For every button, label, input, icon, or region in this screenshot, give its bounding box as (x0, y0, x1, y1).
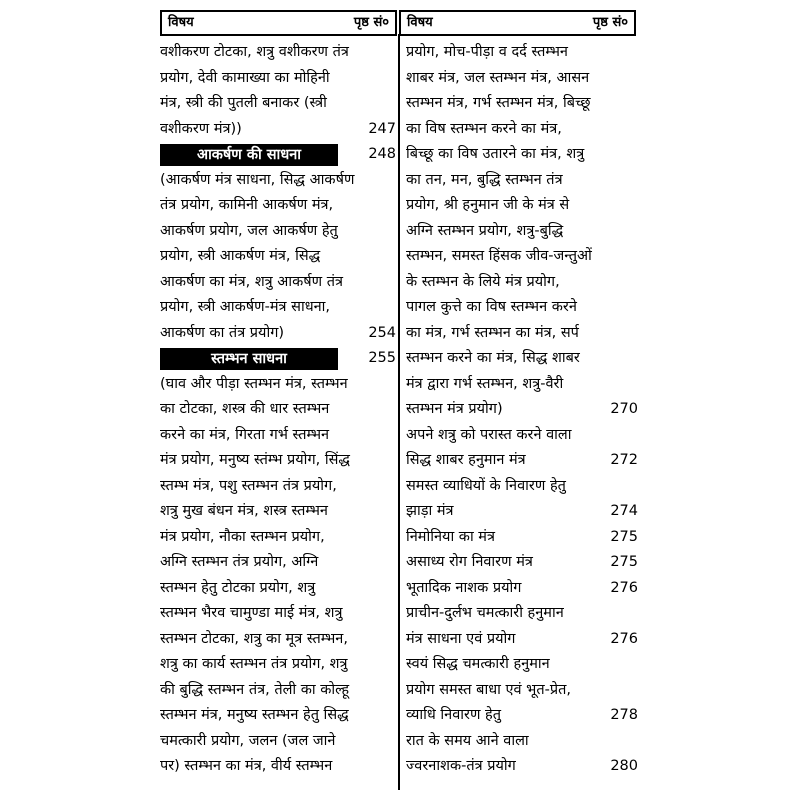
entry-text: मंत्र साधना एवं प्रयोग (406, 630, 516, 647)
toc-line (160, 652, 396, 678)
page-number (634, 295, 638, 321)
page-number (634, 142, 638, 168)
entry-text: मंत्र, स्त्री की पुतली बनाकर (स्त्री (160, 95, 327, 111)
entry-text: प्रयोग, श्री हनुमान जी के मंत्र से (406, 197, 570, 213)
toc-line (406, 729, 638, 755)
toc-line (160, 168, 396, 194)
entry-text: आकर्षण प्रयोग, जल आकर्षण हेतु (160, 222, 338, 239)
page-number: 254 (368, 324, 396, 341)
page-number (392, 193, 396, 219)
header-page-label: पृष्ठ सं० (353, 15, 389, 30)
entry-text: ज्वरनाशक-तंत्र प्रयोग (406, 758, 516, 774)
entry-text: प्रयोग, स्त्री आकर्षण-मंत्र साधना, (160, 299, 331, 315)
toc-line (160, 193, 396, 219)
entry-text: प्रयोग, मोच-पीड़ा व दर्द स्तम्भन (406, 44, 568, 60)
entry-text: प्राचीन-दुर्लभ चमत्कारी हनुमान (406, 605, 564, 621)
toc-line (160, 550, 396, 576)
page-number (634, 652, 638, 678)
entry-text: चमत्कारी प्रयोग, जलन (जल जाने (160, 732, 336, 749)
page-number (392, 397, 396, 423)
entry-text: शत्रु मुख बंधन मंत्र, शस्त्र स्तम्भन (160, 503, 328, 519)
toc-line (406, 66, 638, 92)
entry-text: पागल कुत्ते का विष स्तम्भन करने (406, 299, 577, 315)
toc-line (406, 168, 638, 194)
page-number: 275 (610, 528, 638, 545)
entry-text: स्तम्भन करने का मंत्र, सिद्ध शाबर (406, 350, 580, 366)
page-number (634, 168, 638, 194)
entry-text: प्रयोग समस्त बाधा एवं भूत-प्रेत, (406, 681, 571, 698)
entry-text: (घाव और पीड़ा स्तम्भन मंत्र, स्तम्भन (160, 375, 348, 392)
page-number (634, 117, 638, 143)
page-number (634, 423, 638, 449)
page-number (392, 499, 396, 525)
toc-line (160, 754, 396, 780)
section-heading (160, 346, 396, 372)
toc-line (160, 117, 396, 143)
toc-line (406, 142, 638, 168)
entry-text: शत्रु का कार्य स्तम्भन तंत्र प्रयोग, शत्रु (160, 656, 348, 672)
entry-text: आकर्षण का तंत्र प्रयोग) (160, 324, 285, 341)
toc-line (406, 117, 638, 143)
page-number (634, 729, 638, 755)
section-heading (160, 142, 396, 168)
page-number (392, 754, 396, 780)
entry-text: स्तम्भन, समस्त हिंसक जीव-जन्तुओं (406, 248, 592, 264)
entry-text: स्तम्भन भैरव चामुण्डा माई मंत्र, शत्रु (160, 605, 343, 621)
page-number: 275 (610, 554, 638, 570)
toc-line (160, 295, 396, 321)
entry-text: स्तम्भन मंत्र प्रयोग) (406, 401, 503, 417)
page-number (392, 703, 396, 729)
toc-line (406, 40, 638, 66)
toc-line (406, 703, 638, 729)
page-number: 276 (610, 630, 638, 647)
page-number (392, 678, 396, 704)
toc-line (406, 321, 638, 347)
entry-text: की बुद्धि स्तम्भन तंत्र, तेली का कोल्हू (160, 681, 350, 698)
toc-line (406, 576, 638, 602)
page-number: 278 (610, 707, 638, 723)
entry-text: प्रयोग, देवी कामाख्या का मोहिनी (160, 69, 330, 86)
page-number (392, 474, 396, 500)
right-column (406, 40, 638, 780)
entry-text: अग्नि स्तम्भन तंत्र प्रयोग, अग्नि (160, 554, 319, 570)
page-number (392, 576, 396, 602)
entry-text: अपने शत्रु को परास्त करने वाला (406, 426, 572, 443)
toc-line (406, 499, 638, 525)
entry-text: व्याधि निवारण हेतु (406, 707, 502, 723)
toc-line (160, 499, 396, 525)
page-number (392, 627, 396, 653)
toc-line (406, 448, 638, 474)
page-number (392, 550, 396, 576)
page-number (392, 525, 396, 551)
page-number (634, 244, 638, 270)
page-number (634, 219, 638, 245)
toc-line (406, 627, 638, 653)
toc-line (160, 627, 396, 653)
toc-line (160, 219, 396, 245)
page-number (634, 321, 638, 347)
toc-line (160, 270, 396, 296)
header-right (399, 10, 636, 36)
entry-text: स्वयं सिद्ध चमत्कारी हनुमान (406, 656, 550, 672)
toc-line (406, 91, 638, 117)
page-number (634, 193, 638, 219)
page-number (392, 270, 396, 296)
entry-text: तंत्र प्रयोग, कामिनी आकर्षण मंत्र, (160, 197, 334, 213)
page-number (634, 601, 638, 627)
column-divider (398, 34, 400, 790)
entry-text: का मंत्र, गर्भ स्तम्भन का मंत्र, सर्प (406, 324, 579, 341)
toc-line (160, 91, 396, 117)
contents-page (160, 10, 636, 790)
page-number (392, 295, 396, 321)
entry-text: प्रयोग, स्त्री आकर्षण मंत्र, सिद्ध (160, 248, 321, 264)
entry-text: मंत्र प्रयोग, नौका स्तम्भन प्रयोग, (160, 528, 325, 545)
toc-line (160, 448, 396, 474)
page-number (392, 652, 396, 678)
page-number: 274 (610, 503, 638, 519)
left-column (160, 40, 396, 780)
page-number (392, 729, 396, 755)
entry-text: का टोटका, शस्त्र की धार स्तम्भन (160, 401, 330, 417)
page-number (392, 91, 396, 117)
page-number (392, 219, 396, 245)
page-number (392, 601, 396, 627)
page-number (634, 372, 638, 398)
entry-text: अग्नि स्तम्भन प्रयोग, शत्रु-बुद्धि (406, 222, 564, 239)
toc-line (160, 729, 396, 755)
entry-text: असाध्य रोग निवारण मंत्र (406, 554, 533, 570)
toc-line (406, 474, 638, 500)
entry-text: समस्त व्याधियों के निवारण हेतु (406, 477, 566, 494)
toc-line (160, 372, 396, 398)
page-number (392, 372, 396, 398)
entry-text: शाबर मंत्र, जल स्तम्भन मंत्र, आसन (406, 69, 590, 86)
entry-text: वशीकरण मंत्र)) (160, 120, 242, 137)
page-number (392, 66, 396, 92)
page-number: 255 (368, 350, 396, 366)
toc-line (406, 193, 638, 219)
entry-text: पर) स्तम्भन का मंत्र, वीर्य स्तम्भन (160, 758, 333, 774)
entry-text: आकर्षण का मंत्र, शत्रु आकर्षण तंत्र (160, 273, 343, 290)
entry-text: स्तम्भ मंत्र, पशु स्तम्भन तंत्र प्रयोग, (160, 477, 337, 494)
toc-line (406, 525, 638, 551)
page-number: 272 (610, 452, 638, 468)
toc-line (406, 397, 638, 423)
entry-text: भूतादिक नाशक प्रयोग (406, 579, 522, 596)
toc-line (406, 423, 638, 449)
page-number (392, 448, 396, 474)
entry-text: सिद्ध शाबर हनुमान मंत्र (406, 452, 526, 468)
page-number (634, 270, 638, 296)
toc-line (406, 244, 638, 270)
entry-text: का विष स्तम्भन करने का मंत्र, (406, 120, 562, 137)
toc-line (160, 678, 396, 704)
header-page-label: पृष्ठ सं० (592, 15, 628, 30)
entry-text: स्तम्भन मंत्र, गर्भ स्तम्भन मंत्र, बिच्छू (406, 95, 591, 111)
toc-line (160, 40, 396, 66)
page-number (634, 66, 638, 92)
toc-line (406, 270, 638, 296)
toc-line (406, 346, 638, 372)
page-number (392, 168, 396, 194)
page-number: 247 (368, 120, 396, 137)
entry-text: बिच्छू का विष उतारने का मंत्र, शत्रु (406, 146, 585, 162)
section-title: स्तम्भन साधना (160, 348, 338, 370)
entry-text: के स्तम्भन के लिये मंत्र प्रयोग, (406, 273, 560, 290)
toc-line (160, 321, 396, 347)
toc-line (160, 703, 396, 729)
header-left (160, 10, 397, 36)
toc-line (160, 601, 396, 627)
toc-line (160, 244, 396, 270)
page-number (634, 678, 638, 704)
page-number: 276 (610, 579, 638, 596)
toc-line (160, 576, 396, 602)
toc-line (160, 423, 396, 449)
header-subject-label: विषय (407, 15, 433, 30)
entry-text: का तन, मन, बुद्धि स्तम्भन तंत्र (406, 171, 563, 188)
page-number (392, 40, 396, 66)
header-subject-label: विषय (168, 15, 194, 30)
toc-line (406, 219, 638, 245)
toc-line (406, 601, 638, 627)
entry-text: स्तम्भन हेतु टोटका प्रयोग, शत्रु (160, 579, 316, 596)
page-number (392, 244, 396, 270)
toc-line (160, 397, 396, 423)
entry-text: स्तम्भन मंत्र, मनुष्य स्तम्भन हेतु सिद्ध (160, 707, 349, 723)
entry-text: रात के समय आने वाला (406, 732, 529, 749)
toc-line (406, 652, 638, 678)
entry-text: मंत्र द्वारा गर्भ स्तम्भन, शत्रु-वैरी (406, 375, 564, 392)
toc-line (406, 372, 638, 398)
page-number: 248 (368, 146, 396, 162)
toc-line (160, 525, 396, 551)
page-number (634, 474, 638, 500)
entry-text: (आकर्षण मंत्र साधना, सिद्ध आकर्षण (160, 171, 355, 188)
toc-line (406, 550, 638, 576)
entry-text: स्तम्भन टोटका, शत्रु का मूत्र स्तम्भन, (160, 630, 348, 647)
toc-line (160, 66, 396, 92)
page-number: 270 (610, 401, 638, 417)
toc-line (406, 678, 638, 704)
page-number (634, 91, 638, 117)
entry-text: वशीकरण टोटका, शत्रु वशीकरण तंत्र (160, 44, 349, 60)
page-number: 280 (610, 758, 638, 774)
page-number (634, 346, 638, 372)
entry-text: निमोनिया का मंत्र (406, 528, 495, 545)
page-number (392, 423, 396, 449)
page-number (634, 40, 638, 66)
entry-text: करने का मंत्र, गिरता गर्भ स्तम्भन (160, 426, 330, 443)
toc-line (160, 474, 396, 500)
section-title: आकर्षण की साधना (160, 144, 338, 166)
entry-text: मंत्र प्रयोग, मनुष्य स्तंम्भ प्रयोग, सिंद्ध (160, 452, 350, 468)
toc-line (406, 754, 638, 780)
entry-text: झाड़ा मंत्र (406, 503, 454, 519)
toc-line (406, 295, 638, 321)
